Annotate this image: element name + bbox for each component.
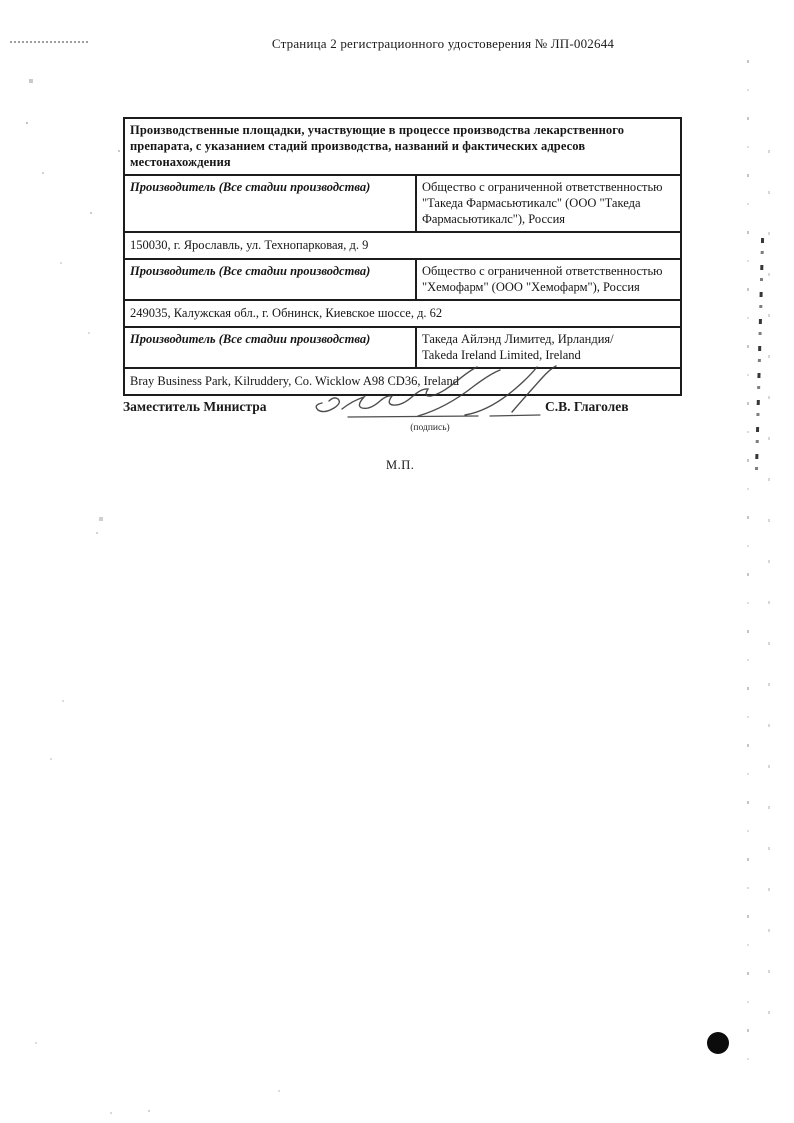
scan-edge-artifact	[768, 150, 770, 1050]
signatory-name: С.В. Глаголев	[545, 399, 629, 414]
stamp-place-mark: М.П.	[386, 458, 415, 472]
handwritten-signature-icon	[300, 360, 560, 430]
table-header-cell: Производственные площадки, участвующие в процессе производства лекарственного препарата, с указанием стадий производства, названий и фактических адресов местонахождения	[130, 123, 625, 169]
scan-speckle-noise	[0, 0, 2, 2]
manufacturer-name-cell: Общество с ограниченной ответственностью "Такеда Фармасьютикалс" (ООО "Такеда Фармасьютикалс"), Россия	[422, 180, 663, 226]
table-row	[125, 174, 680, 231]
manufacturer-name-cell: Общество с ограниченной ответственностью "Хемофарм" (ООО "Хемофарм"), Россия	[422, 264, 663, 294]
table-row	[125, 231, 680, 258]
scan-smudge-artifact	[10, 41, 88, 46]
manufacturing-sites-table	[123, 117, 682, 396]
table-header-row	[125, 119, 680, 174]
table-row	[125, 258, 680, 299]
scan-edge-artifact	[747, 60, 749, 1080]
manufacturer-address-cell: 150030, г. Ярославль, ул. Технопарковая, д. 9	[130, 238, 369, 252]
signature-caption: (подпись)	[410, 423, 450, 433]
manufacturer-role-cell: Производитель (Все стадии производства)	[125, 328, 417, 367]
scan-edge-artifact	[755, 238, 764, 473]
manufacturer-role-cell: Производитель (Все стадии производства)	[125, 260, 417, 299]
manufacturer-name-cell: Такеда Айлэнд Лимитед, Ирландия/ Takeda Ireland Limited, Ireland	[422, 332, 614, 362]
manufacturer-role-cell: Производитель (Все стадии производства)	[125, 176, 417, 231]
signatory-title: Заместитель Министра	[123, 399, 267, 414]
manufacturer-address-cell: 249035, Калужская обл., г. Обнинск, Киевское шоссе, д. 62	[130, 306, 443, 320]
manufacturer-address-cell: Bray Business Park, Kilruddery, Co. Wicklow A98 CD36, Ireland	[130, 374, 459, 388]
page-header-title: Страница 2 регистрационного удостоверения № ЛП-002644	[271, 36, 615, 51]
punch-hole-dot	[707, 1032, 729, 1054]
table-row	[125, 299, 680, 326]
